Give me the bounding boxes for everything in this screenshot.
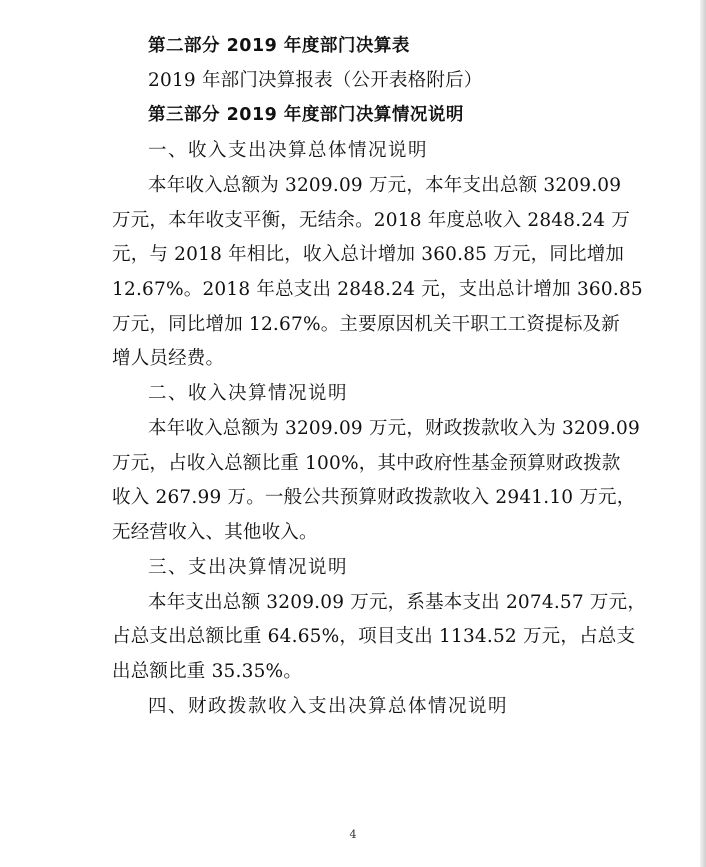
- section-two-title: 第二部分 2019 年度部门决算表: [148, 36, 410, 56]
- part-four-heading: 四、财政拨款收入支出决算总体情况说明: [148, 696, 509, 717]
- paragraph-line: 本年收入总额为 3209.09 万元，本年支出总额 3209.09: [148, 175, 622, 196]
- paragraph-line: 无经营收入、其他收入。: [112, 522, 318, 543]
- paragraph-line: 12.67%。2018 年总支出 2848.24 元，支出总计增加 360.85: [112, 279, 643, 300]
- paragraph-line: 万元，占收入总额比重 100%，其中政府性基金预算财政拨款: [112, 453, 621, 474]
- paragraph-line: 出总额比重 35.35%。: [112, 661, 303, 682]
- section-three-title: 第三部分 2019 年度部门决算情况说明: [148, 105, 464, 125]
- paragraph-line: 万元，本年收支平衡，无结余。2018 年度总收入 2848.24 万: [112, 210, 631, 231]
- paragraph-line: 万元，同比增加 12.67%。主要原因机关干职工工资提标及新: [112, 314, 620, 335]
- page-number: 4: [349, 828, 357, 841]
- paragraph-line: 本年收入总额为 3209.09 万元，财政拨款收入为 3209.09: [148, 418, 640, 439]
- paragraph-line: 元，与 2018 年相比，收入总计增加 360.85 万元，同比增加: [112, 244, 625, 265]
- page-edge-shadow: [700, 0, 706, 867]
- part-three-heading: 三、支出决算情况说明: [148, 557, 349, 578]
- paragraph-line: 收入 267.99 万。一般公共预算财政拨款收入 2941.10 万元，: [112, 487, 636, 508]
- part-two-heading: 二、收入决算情况说明: [148, 383, 349, 404]
- paragraph-line: 本年支出总额 3209.09 万元，系基本支出 2074.57 万元，: [148, 592, 647, 613]
- paragraph-line: 增人员经费。: [112, 348, 225, 369]
- section-two-subtitle: 2019 年部门决算报表（公开表格附后）: [148, 70, 483, 91]
- paragraph-line: 占总支出总额比重 64.65%，项目支出 1134.52 万元，占总支: [112, 626, 636, 647]
- part-one-heading: 一、收入支出决算总体情况说明: [148, 140, 429, 161]
